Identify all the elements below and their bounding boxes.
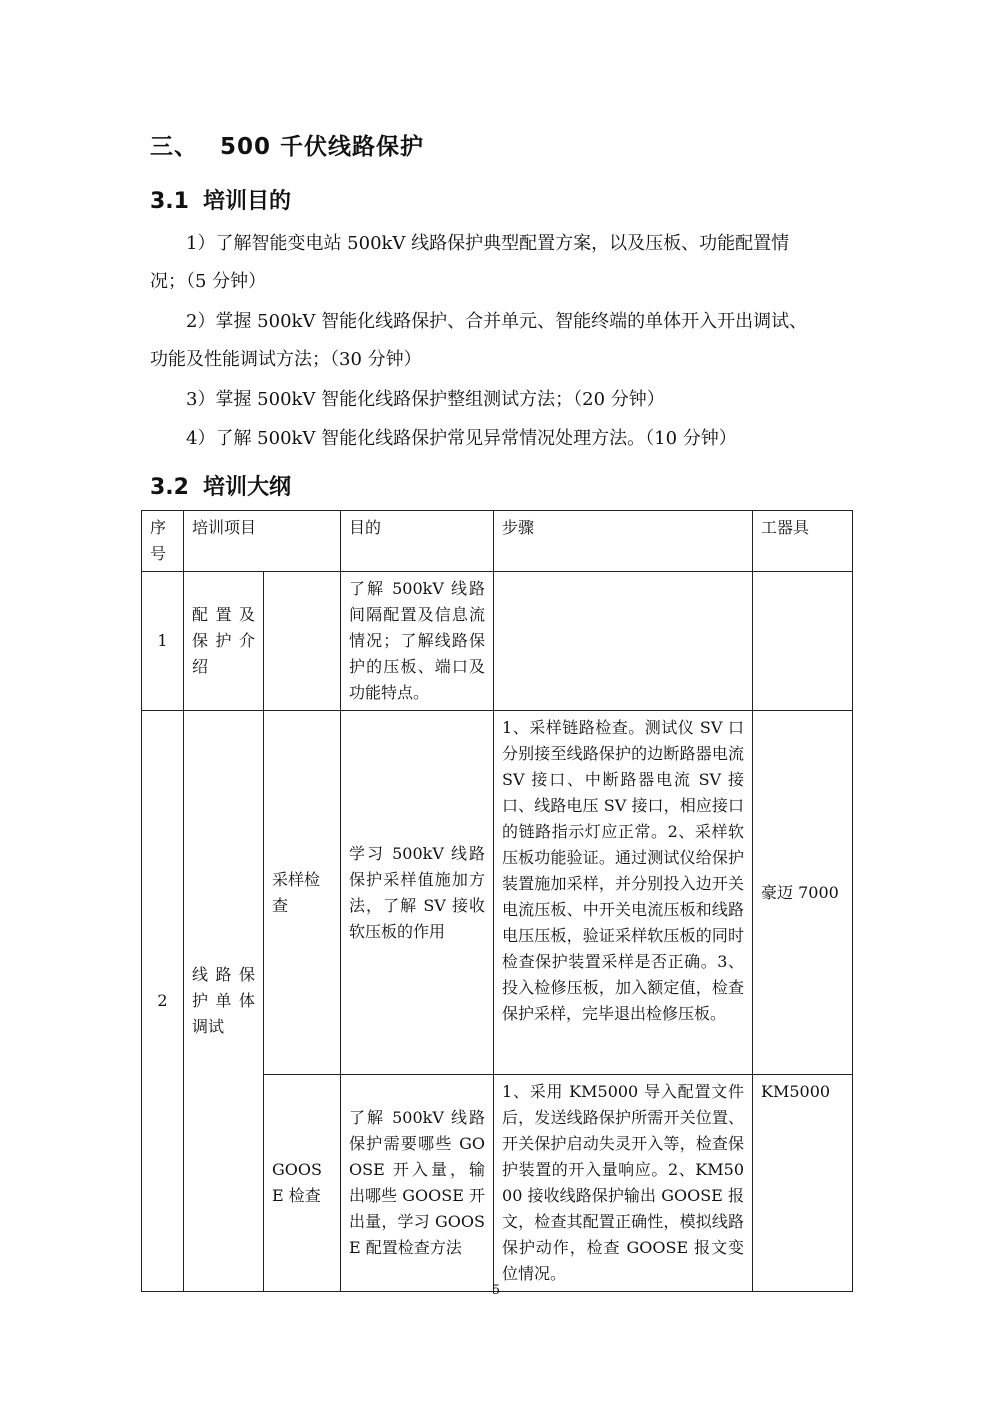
row-item: 配置及保护介绍 bbox=[184, 572, 264, 711]
page-number: 5 bbox=[491, 1283, 501, 1298]
training-outline-table bbox=[141, 510, 853, 1292]
section-title: 500 千伏线路保护 bbox=[220, 134, 425, 160]
header-item: 培训项目 bbox=[184, 511, 341, 572]
row-subitem: GOOSE 检查 bbox=[264, 1075, 341, 1292]
row-steps: 1、采样链路检查。测试仪 SV 口分别接至线路保护的边断路器电流 SV 接口、中断路器电流 SV 接口、线路电压 SV 接口，相应接口的链路指示灯应正常。2、采样软压板功能验证。通过测试仪给保护装置施加采样，并分别投入边开关电流压板、中开关电流压板和线路电压压板，验证采样软压板的同时检查保护装置采样是否正确。3、投入检修压板，加入额定值，检查保护采样，完毕退出检修压板。 bbox=[494, 711, 753, 1075]
header-steps: 步骤 bbox=[494, 511, 753, 572]
subsection-heading-objectives bbox=[150, 184, 291, 215]
objective-3: 3）掌握 500kV 智能化线路保护整组测试方法；（20 分钟） bbox=[186, 389, 665, 410]
row-subitem bbox=[264, 572, 341, 711]
subsection-title: 培训目的 bbox=[202, 189, 291, 214]
row-seq: 1 bbox=[142, 572, 184, 711]
objective-4: 4）了解 500kV 智能化线路保护常见异常情况处理方法。（10 分钟） bbox=[186, 428, 737, 449]
table-row bbox=[142, 572, 853, 711]
row-tools: 豪迈 7000 bbox=[753, 711, 853, 1075]
row-steps bbox=[494, 572, 753, 711]
header-tools: 工器具 bbox=[753, 511, 853, 572]
row-purpose: 了解 500kV 线路保护需要哪些 GOOSE 开入量，输出哪些 GOOSE 开出量，学习 GOOSE 配置检查方法 bbox=[341, 1075, 494, 1292]
objective-2: 2）掌握 500kV 智能化线路保护、合并单元、智能终端的单体开入开出调试、 功能及性能调试方法；（30 分钟） bbox=[150, 311, 808, 370]
subsection-title: 培训大纲 bbox=[202, 475, 291, 500]
row-subitem: 采样检查 bbox=[264, 711, 341, 1075]
row-item: 线路保护单体调试 bbox=[184, 711, 264, 1292]
header-purpose: 目的 bbox=[341, 511, 494, 572]
subsection-heading-outline bbox=[150, 470, 291, 501]
table-row bbox=[142, 711, 853, 1075]
section-heading bbox=[150, 128, 424, 161]
row-purpose: 了解 500kV 线路间隔配置及信息流情况；了解线路保护的压板、端口及功能特点。 bbox=[341, 572, 494, 711]
subsection-number: 3.2 bbox=[150, 475, 189, 500]
row-tools bbox=[753, 572, 853, 711]
header-seq: 序号 bbox=[142, 511, 184, 572]
row-tools: KM5000 bbox=[753, 1075, 853, 1292]
subsection-number: 3.1 bbox=[150, 189, 189, 214]
table-header-row bbox=[142, 511, 853, 572]
objective-1: 1）了解智能变电站 500kV 线路保护典型配置方案，以及压板、功能配置情 况；（5 分钟） bbox=[150, 233, 790, 292]
row-purpose: 学习 500kV 线路保护采样值施加方法，了解 SV 接收软压板的作用 bbox=[341, 711, 494, 1075]
row-seq: 2 bbox=[142, 711, 184, 1292]
row-steps: 1、采用 KM5000 导入配置文件后，发送线路保护所需开关位置、开关保护启动失灵开入等，检查保护装置的开入量响应。2、KM5000 接收线路保护输出 GOOSE 报文，检查其配置正确性，模拟线路保护动作，检查 GOOSE 报文变位情况。 bbox=[494, 1075, 753, 1292]
section-number: 三、 bbox=[150, 134, 198, 160]
